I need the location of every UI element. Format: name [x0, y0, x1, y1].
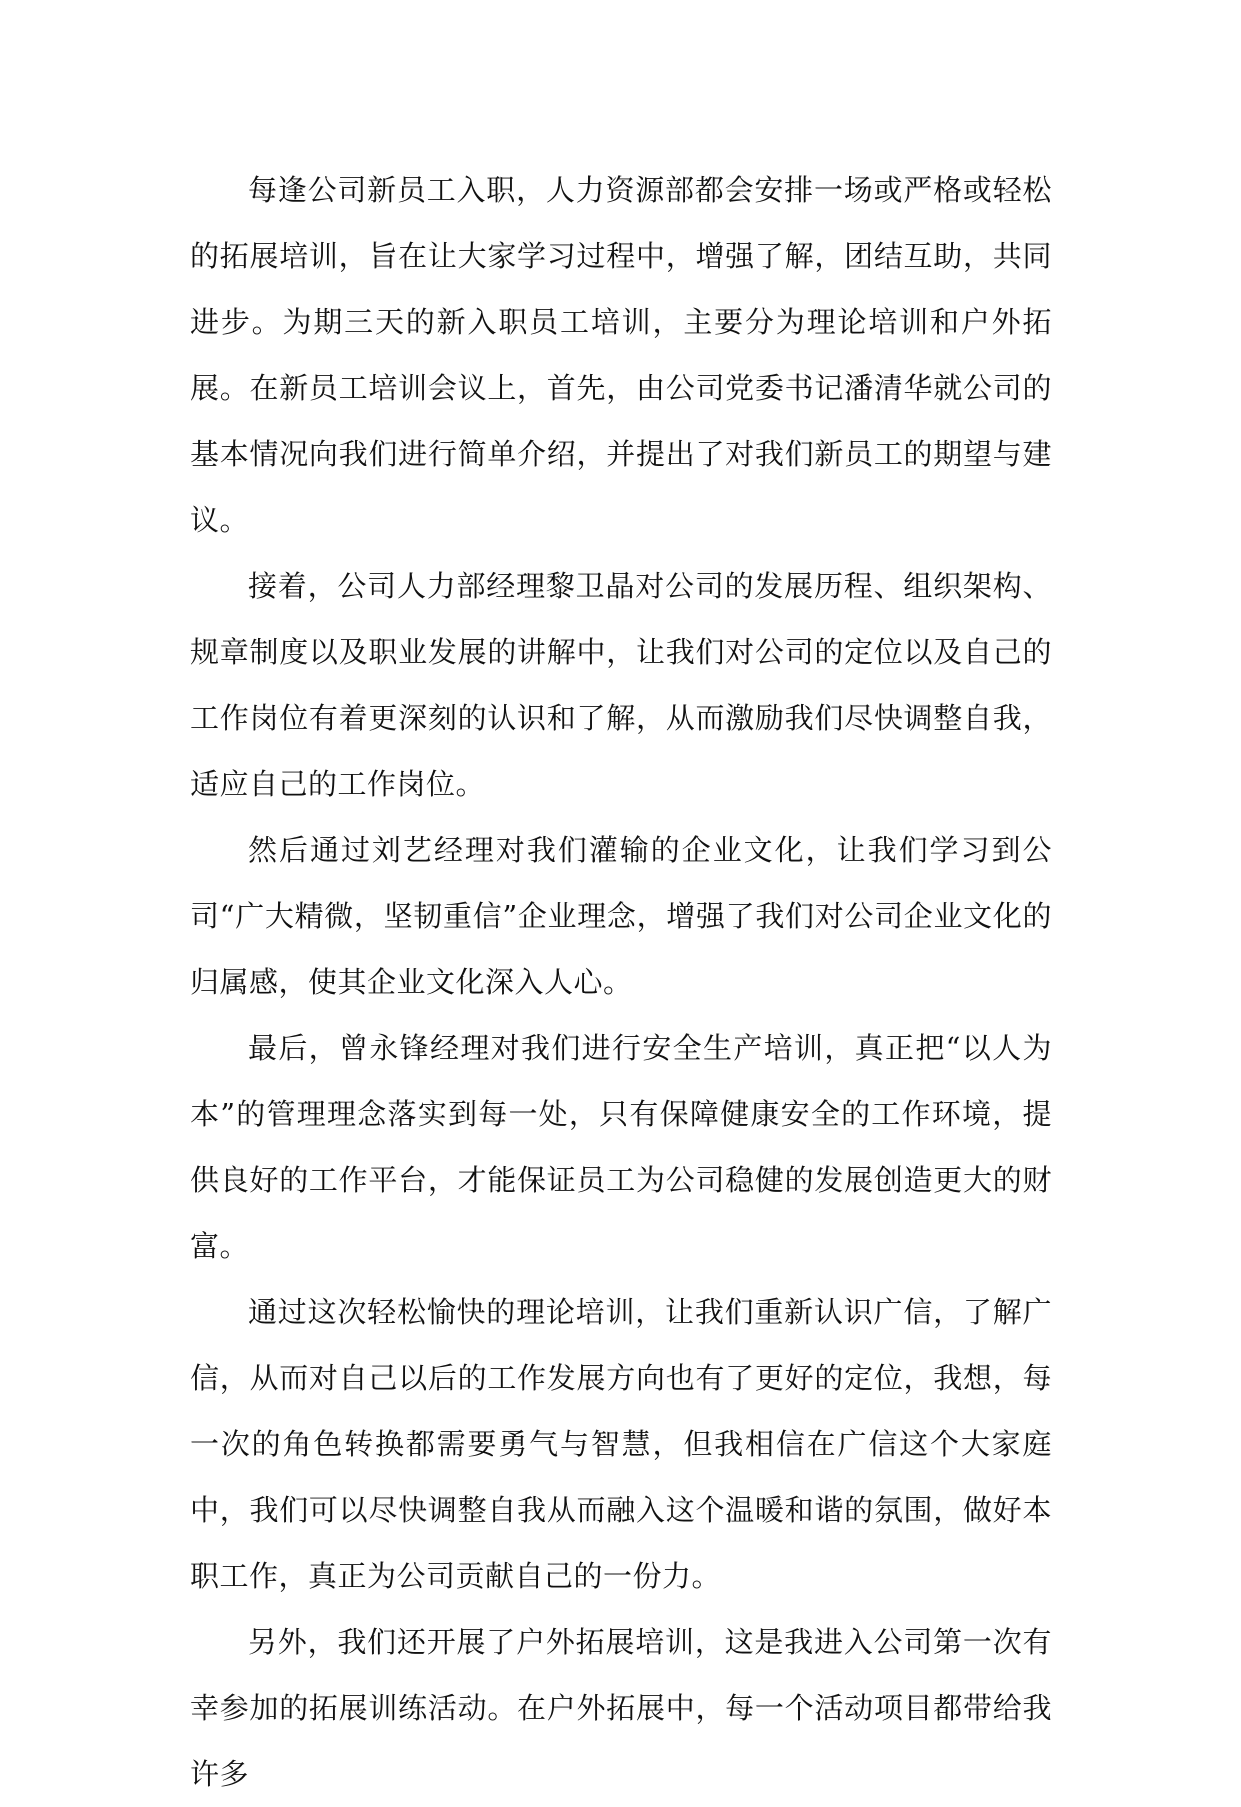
paragraph-1: 每逢公司新员工入职，人力资源部都会安排一场或严格或轻松的拓展培训，旨在让大家学习过程中，增强了解，团结互助，共同进步。为期三天的新入职员工培训，主要分为理论培训和户外拓展。在新员工培训会议上，首先，由公司党委书记潘清华就公司的基本情况向我们进行简单介绍，并提出了对我们新员工的期望与建议。	[190, 173, 1052, 537]
paragraph-2: 接着，公司人力部经理黎卫晶对公司的发展历程、组织架构、规章制度以及职业发展的讲解中，让我们对公司的定位以及自己的工作岗位有着更深刻的认识和了解，从而激励我们尽快调整自我，适应自己的工作岗位。	[190, 569, 1052, 801]
paragraph-5: 通过这次轻松愉快的理论培训，让我们重新认识广信，了解广信，从而对自己以后的工作发展方向也有了更好的定位，我想，每一次的角色转换都需要勇气与智慧，但我相信在广信这个大家庭中，我们可以尽快调整自我从而融入这个温暖和谐的氛围，做好本职工作，真正为公司贡献自己的一份力。	[190, 1295, 1052, 1593]
paragraph-6: 另外，我们还开展了户外拓展培训，这是我进入公司第一次有幸参加的拓展训练活动。在户外拓展中，每一个活动项目都带给我许多	[190, 1625, 1052, 1791]
paragraph-4: 最后，曾永锋经理对我们进行安全生产培训，真正把“以人为本”的管理理念落实到每一处，只有保障健康安全的工作环境，提供良好的工作平台，才能保证员工为公司稳健的发展创造更大的财富。	[190, 1031, 1052, 1263]
paragraph-3: 然后通过刘艺经理对我们灌输的企业文化，让我们学习到公司“广大精微，坚韧重信”企业理念，增强了我们对公司企业文化的归属感，使其企业文化深入人心。	[190, 833, 1052, 999]
document-body	[190, 157, 1052, 1807]
